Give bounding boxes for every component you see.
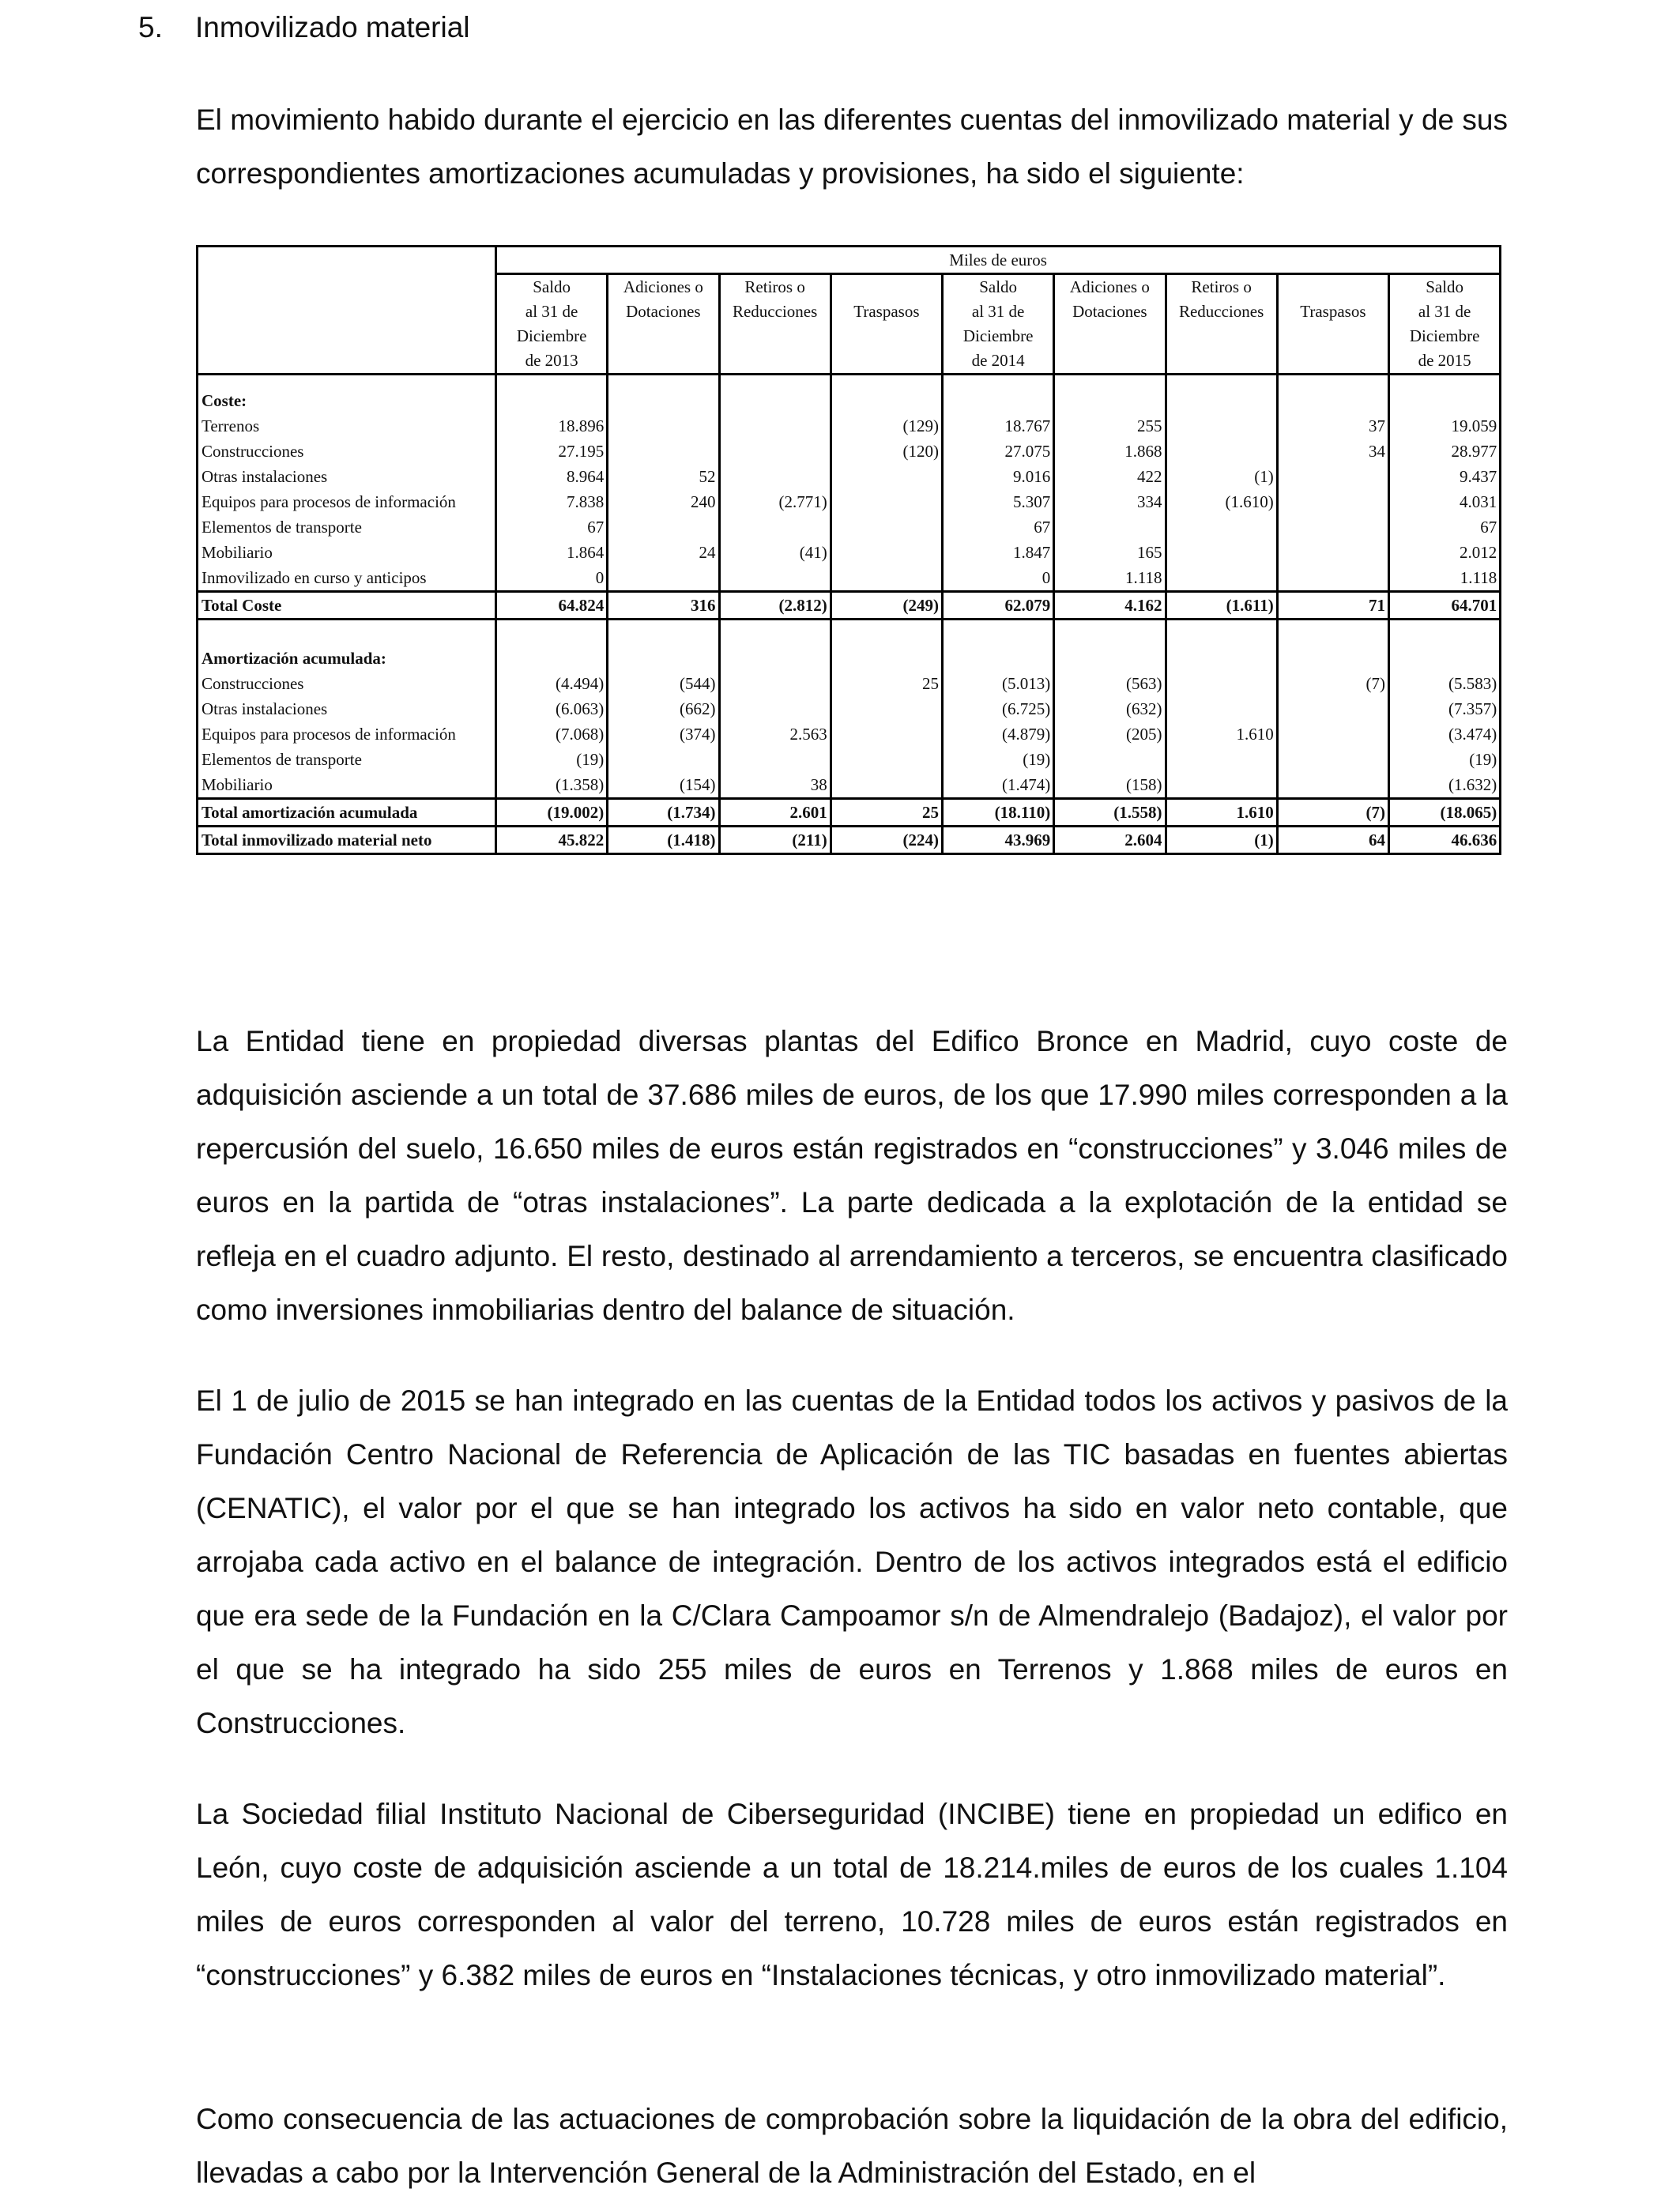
value-cell: 316 [608, 592, 719, 620]
column-header-row [198, 324, 1501, 348]
spacer-cell [943, 620, 1054, 646]
row-label: Elementos de transporte [198, 514, 496, 540]
value-cell [1054, 747, 1166, 772]
empty-cell [1054, 646, 1166, 671]
column-header [831, 274, 942, 300]
value-cell: (19.002) [496, 799, 608, 827]
value-cell: (3.474) [1389, 721, 1501, 747]
value-cell: (18.065) [1389, 799, 1501, 827]
value-cell: 1.118 [1054, 565, 1166, 592]
column-header-row [198, 348, 1501, 375]
column-header: de 2013 [496, 348, 608, 375]
value-cell: (205) [1054, 721, 1166, 747]
value-cell [1166, 514, 1277, 540]
column-header: al 31 de [943, 299, 1054, 324]
row-label: Total amortización acumulada [198, 799, 496, 827]
value-cell [1277, 514, 1388, 540]
row-label: Mobiliario [198, 772, 496, 799]
value-cell: (1) [1166, 827, 1277, 854]
value-cell: 64.824 [496, 592, 608, 620]
column-header [1277, 324, 1388, 348]
value-cell: 5.307 [943, 489, 1054, 514]
value-cell: 1.847 [943, 540, 1054, 565]
value-cell: (544) [608, 671, 719, 696]
column-header [831, 348, 942, 375]
value-cell: 0 [943, 565, 1054, 592]
value-cell: 34 [1277, 439, 1388, 464]
value-cell [831, 514, 942, 540]
total-amortizacion-row [198, 799, 1501, 827]
header-label-cell [198, 274, 496, 300]
table-row [198, 747, 1501, 772]
column-header: Saldo [943, 274, 1054, 300]
row-label: Construcciones [198, 439, 496, 464]
value-cell [1277, 565, 1388, 592]
value-cell [1166, 439, 1277, 464]
value-cell: (4.879) [943, 721, 1054, 747]
value-cell [1277, 489, 1388, 514]
value-cell [1277, 721, 1388, 747]
intro-paragraph: El movimiento habido durante el ejercicio en las diferentes cuentas del inmovilizado material y de sus correspondientes amortizaciones acumuladas y provisiones, ha sido el siguiente: [196, 104, 1508, 190]
value-cell: 334 [1054, 489, 1166, 514]
spacer-cell [198, 620, 496, 646]
value-cell: 2.604 [1054, 827, 1166, 854]
value-cell: (19) [1389, 747, 1501, 772]
empty-cell [1166, 646, 1277, 671]
value-cell [608, 413, 719, 439]
column-header [608, 348, 719, 375]
spacer-cell [719, 375, 831, 389]
column-header: al 31 de [496, 299, 608, 324]
unit-header: Miles de euros [496, 247, 1501, 274]
spacer-cell [831, 375, 942, 389]
value-cell: 18.767 [943, 413, 1054, 439]
value-cell: 18.896 [496, 413, 608, 439]
value-cell: 4.031 [1389, 489, 1501, 514]
value-cell [1277, 464, 1388, 489]
value-cell [831, 696, 942, 721]
value-cell: (4.494) [496, 671, 608, 696]
spacer-cell [198, 375, 496, 389]
value-cell: (19) [496, 747, 608, 772]
value-cell: 2.563 [719, 721, 831, 747]
empty-cell [943, 646, 1054, 671]
paragraph-incibe: La Sociedad filial Instituto Nacional de Ciberseguridad (INCIBE) tiene en propiedad un edifico en León, cuyo coste de adquisición asciende a un total de 18.214.miles de euros de los cuales 1.104 miles de euros corresponden al valor del terreno, 10.728 miles de euros están registrados en “construcciones” y 6.382 miles de euros en “Instalaciones técnicas, y otro inmovilizado material”. [196, 1798, 1508, 1991]
empty-cell [1389, 388, 1501, 413]
header-label-cell [198, 348, 496, 375]
value-cell [1277, 540, 1388, 565]
empty-cell [1277, 646, 1388, 671]
section-title: Inmovilizado material [195, 11, 470, 43]
value-cell: (5.583) [1389, 671, 1501, 696]
section-number: 5. [138, 11, 163, 43]
value-cell: (1.358) [496, 772, 608, 799]
column-header [831, 324, 942, 348]
section-amortizacion [198, 646, 1501, 671]
row-label: Total inmovilizado material neto [198, 827, 496, 854]
value-cell [831, 464, 942, 489]
table-row [198, 413, 1501, 439]
column-header: Retiros o [719, 274, 831, 300]
value-cell: (41) [719, 540, 831, 565]
column-header: Retiros o [1166, 274, 1277, 300]
value-cell [1166, 565, 1277, 592]
value-cell [1054, 514, 1166, 540]
row-label: Mobiliario [198, 540, 496, 565]
empty-cell [943, 388, 1054, 413]
value-cell [719, 747, 831, 772]
value-cell: 1.118 [1389, 565, 1501, 592]
empty-cell [608, 646, 719, 671]
value-cell [831, 721, 942, 747]
total-coste-row [198, 592, 1501, 620]
spacer-cell [1277, 620, 1388, 646]
value-cell: (249) [831, 592, 942, 620]
value-cell [1166, 747, 1277, 772]
spacer-cell [496, 620, 608, 646]
value-cell: 28.977 [1389, 439, 1501, 464]
value-cell: 422 [1054, 464, 1166, 489]
column-header: Saldo [1389, 274, 1501, 300]
total-neto-row [198, 827, 1501, 854]
value-cell: (158) [1054, 772, 1166, 799]
value-cell: 71 [1277, 592, 1388, 620]
column-header [1054, 348, 1166, 375]
value-cell: 46.636 [1389, 827, 1501, 854]
column-header: Traspasos [831, 299, 942, 324]
value-cell: (1.558) [1054, 799, 1166, 827]
value-cell: (2.771) [719, 489, 831, 514]
row-label: Total Coste [198, 592, 496, 620]
value-cell: 45.822 [496, 827, 608, 854]
value-cell: 27.195 [496, 439, 608, 464]
empty-cell [1389, 646, 1501, 671]
value-cell: (1.610) [1166, 489, 1277, 514]
column-header: Saldo [496, 274, 608, 300]
column-header: al 31 de [1389, 299, 1501, 324]
value-cell: 25 [831, 799, 942, 827]
spacer-cell [1166, 620, 1277, 646]
column-header [1277, 348, 1388, 375]
column-header: Reducciones [1166, 299, 1277, 324]
empty-cell [1054, 388, 1166, 413]
value-cell: (7.357) [1389, 696, 1501, 721]
value-cell: 67 [1389, 514, 1501, 540]
spacer-cell [1389, 620, 1501, 646]
value-cell [719, 565, 831, 592]
value-cell [719, 696, 831, 721]
table-row [198, 671, 1501, 696]
value-cell: (129) [831, 413, 942, 439]
value-cell: 2.012 [1389, 540, 1501, 565]
spacer-cell [1166, 375, 1277, 389]
value-cell: (1.611) [1166, 592, 1277, 620]
value-cell: 27.075 [943, 439, 1054, 464]
section-coste [198, 388, 1501, 413]
empty-cell [496, 646, 608, 671]
paragraph-edificio-bronce: La Entidad tiene en propiedad diversas plantas del Edifico Bronce en Madrid, cuyo coste de adquisición asciende a un total de 37.686 miles de euros, de los que 17.990 miles corresponden a la repercusión del suelo, 16.650 miles de euros están registrados en “construcciones” y 3.046 miles de euros en la partida de “otras instalaciones”. La parte dedicada a la explotación de la entidad se refleja en el cuadro adjunto. El resto, destinado al arrendamiento a terceros, se encuentra clasificado como inversiones inmobiliarias dentro del balance de situación. [196, 1025, 1508, 1326]
value-cell: (1.734) [608, 799, 719, 827]
value-cell [1166, 671, 1277, 696]
column-header: de 2015 [1389, 348, 1501, 375]
value-cell [719, 671, 831, 696]
value-cell [1166, 540, 1277, 565]
column-header [719, 324, 831, 348]
spacer-cell [496, 375, 608, 389]
value-cell: (2.812) [719, 592, 831, 620]
value-cell: 0 [496, 565, 608, 592]
table-row [198, 721, 1501, 747]
value-cell: (1) [1166, 464, 1277, 489]
column-header [1277, 274, 1388, 300]
column-header: Diciembre [1389, 324, 1501, 348]
spacer-row [198, 620, 1501, 646]
value-cell: (6.063) [496, 696, 608, 721]
row-label: Otras instalaciones [198, 464, 496, 489]
column-header: Dotaciones [1054, 299, 1166, 324]
value-cell: 9.437 [1389, 464, 1501, 489]
value-cell [831, 489, 942, 514]
value-cell: 67 [943, 514, 1054, 540]
table-row [198, 696, 1501, 721]
empty-cell [496, 388, 608, 413]
spacer-cell [1054, 620, 1166, 646]
value-cell: 2.601 [719, 799, 831, 827]
column-header [1166, 348, 1277, 375]
value-cell: 1.868 [1054, 439, 1166, 464]
value-cell: 52 [608, 464, 719, 489]
value-cell [719, 413, 831, 439]
column-header-row [198, 274, 1501, 300]
value-cell: 67 [496, 514, 608, 540]
value-cell [831, 565, 942, 592]
empty-cell [719, 646, 831, 671]
value-cell [1166, 772, 1277, 799]
value-cell: 7.838 [496, 489, 608, 514]
value-cell: 240 [608, 489, 719, 514]
value-cell [608, 565, 719, 592]
column-header [1166, 324, 1277, 348]
fixed-assets-table [196, 245, 1498, 855]
row-label: Elementos de transporte [198, 747, 496, 772]
row-label: Equipos para procesos de información [198, 489, 496, 514]
empty-cell [608, 388, 719, 413]
value-cell: (154) [608, 772, 719, 799]
empty-cell [1277, 388, 1388, 413]
value-cell: 38 [719, 772, 831, 799]
section-label: Coste: [198, 388, 496, 413]
column-header: Reducciones [719, 299, 831, 324]
table-row [198, 772, 1501, 799]
empty-cell [831, 388, 942, 413]
value-cell: 43.969 [943, 827, 1054, 854]
value-cell [608, 747, 719, 772]
empty-cell [719, 388, 831, 413]
value-cell: 4.162 [1054, 592, 1166, 620]
value-cell: (6.725) [943, 696, 1054, 721]
value-cell: 64 [1277, 827, 1388, 854]
row-label: Terrenos [198, 413, 496, 439]
value-cell: 1.610 [1166, 799, 1277, 827]
header-unit-row [198, 247, 1501, 274]
value-cell: (18.110) [943, 799, 1054, 827]
value-cell [608, 514, 719, 540]
value-cell: (632) [1054, 696, 1166, 721]
table-row [198, 514, 1501, 540]
empty-cell [1166, 388, 1277, 413]
row-label: Construcciones [198, 671, 496, 696]
spacer-row [198, 375, 1501, 389]
column-header: Traspasos [1277, 299, 1388, 324]
value-cell: (5.013) [943, 671, 1054, 696]
value-cell: (662) [608, 696, 719, 721]
value-cell: 37 [1277, 413, 1388, 439]
spacer-cell [1054, 375, 1166, 389]
spacer-cell [608, 375, 719, 389]
header-label-cell [198, 324, 496, 348]
value-cell: 165 [1054, 540, 1166, 565]
table-row [198, 439, 1501, 464]
empty-cell [831, 646, 942, 671]
value-cell: 64.701 [1389, 592, 1501, 620]
spacer-cell [943, 375, 1054, 389]
value-cell [1277, 747, 1388, 772]
value-cell: (120) [831, 439, 942, 464]
spacer-cell [1277, 375, 1388, 389]
value-cell: (1.632) [1389, 772, 1501, 799]
value-cell: (224) [831, 827, 942, 854]
value-cell [1166, 696, 1277, 721]
value-cell [719, 514, 831, 540]
column-header [719, 348, 831, 375]
table-row [198, 464, 1501, 489]
spacer-cell [608, 620, 719, 646]
value-cell [1166, 413, 1277, 439]
column-header [1054, 324, 1166, 348]
column-header: Adiciones o [608, 274, 719, 300]
value-cell: 62.079 [943, 592, 1054, 620]
value-cell: 8.964 [496, 464, 608, 489]
value-cell: 255 [1054, 413, 1166, 439]
spacer-cell [831, 620, 942, 646]
value-cell: (19) [943, 747, 1054, 772]
paragraph-comprobacion: Como consecuencia de las actuaciones de comprobación sobre la liquidación de la obra del edificio, llevadas a cabo por la Intervención General de la Administración del Estado, en el [196, 2103, 1508, 2189]
column-header: Dotaciones [608, 299, 719, 324]
section-heading [138, 11, 470, 44]
value-cell: (1.418) [608, 827, 719, 854]
value-cell: (7.068) [496, 721, 608, 747]
value-cell [831, 540, 942, 565]
value-cell: (211) [719, 827, 831, 854]
column-header: Diciembre [496, 324, 608, 348]
value-cell: (7) [1277, 671, 1388, 696]
section-label: Amortización acumulada: [198, 646, 496, 671]
value-cell: (1.474) [943, 772, 1054, 799]
table-row [198, 540, 1501, 565]
value-cell [719, 464, 831, 489]
value-cell: (7) [1277, 799, 1388, 827]
row-label: Inmovilizado en curso y anticipos [198, 565, 496, 592]
table-row [198, 489, 1501, 514]
value-cell: 24 [608, 540, 719, 565]
value-cell [831, 747, 942, 772]
column-header-row [198, 299, 1501, 324]
header-blank-cell [198, 247, 496, 274]
column-header: Diciembre [943, 324, 1054, 348]
spacer-cell [719, 620, 831, 646]
value-cell: 1.610 [1166, 721, 1277, 747]
column-header: de 2014 [943, 348, 1054, 375]
column-header [608, 324, 719, 348]
column-header: Adiciones o [1054, 274, 1166, 300]
value-cell [1277, 772, 1388, 799]
paragraph-cenatic: El 1 de julio de 2015 se han integrado en las cuentas de la Entidad todos los activos y pasivos de la Fundación Centro Nacional de Referencia de Aplicación de las TIC basadas en fuentes abiertas (CENATIC), el valor por el que se han integrado los activos ha sido en valor neto contable, que arrojaba cada activo en el balance de integración. Dentro de los activos integrados está el edificio que era sede de la Fundación en la C/Clara Campoamor s/n de Almendralejo (Badajoz), el valor por el que se ha integrado ha sido 255 miles de euros en Terrenos y 1.868 miles de euros en Construcciones. [196, 1384, 1508, 1739]
value-cell [1277, 696, 1388, 721]
value-cell: 1.864 [496, 540, 608, 565]
spacer-cell [1389, 375, 1501, 389]
row-label: Otras instalaciones [198, 696, 496, 721]
value-cell: 19.059 [1389, 413, 1501, 439]
value-cell [831, 772, 942, 799]
header-label-cell [198, 299, 496, 324]
value-cell: (374) [608, 721, 719, 747]
value-cell: 9.016 [943, 464, 1054, 489]
value-cell: 25 [831, 671, 942, 696]
value-cell [719, 439, 831, 464]
value-cell [608, 439, 719, 464]
table-row [198, 565, 1501, 592]
row-label: Equipos para procesos de información [198, 721, 496, 747]
value-cell: (563) [1054, 671, 1166, 696]
